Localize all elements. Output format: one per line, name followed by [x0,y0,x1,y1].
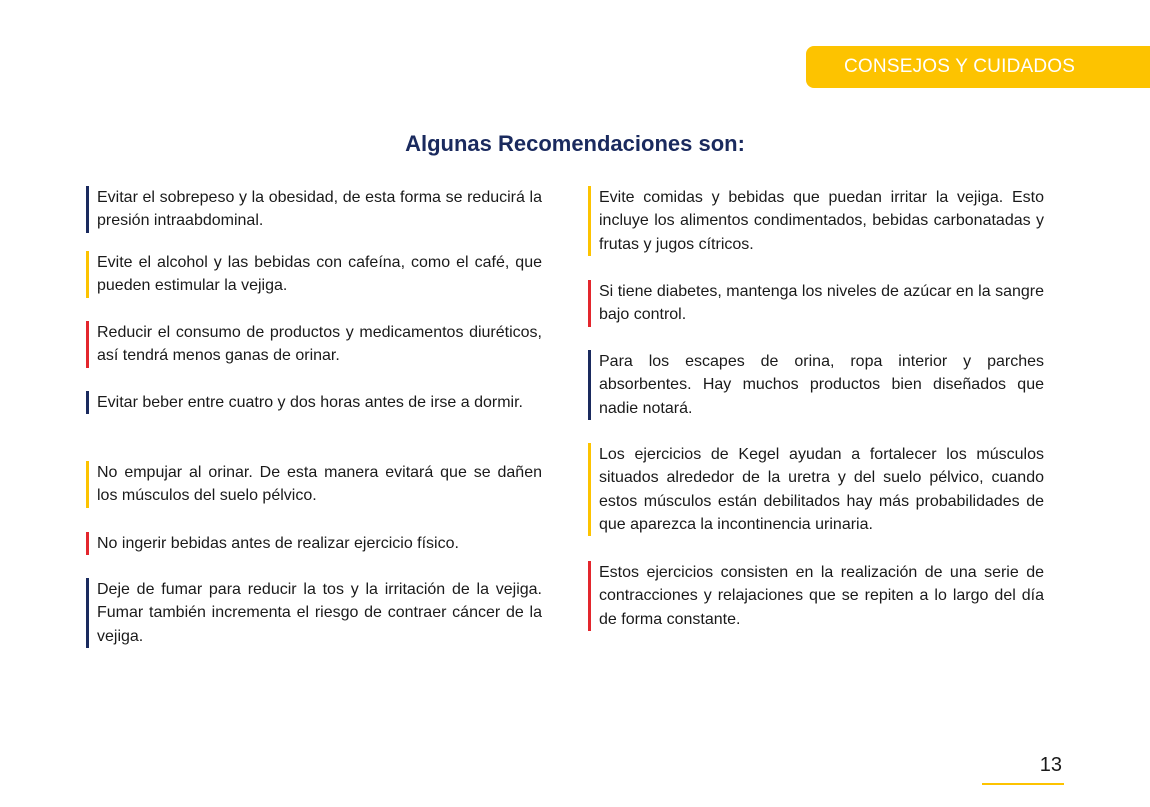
page-number: 13 [1039,754,1062,776]
recommendation-item: No empujar al orinar. De esta manera evitará que se dañen los músculos del suelo pélvico. [86,461,542,508]
recommendation-item: Evite el alcohol y las bebidas con cafeína, como el café, que pueden estimular la vejiga. [86,251,542,298]
recommendation-item: Reducir el consumo de productos y medicamentos diuréticos, así tendrá menos ganas de orinar. [86,321,542,368]
recommendation-item: Deje de fumar para reducir la tos y la irritación de la vejiga. Fumar también incrementa el riesgo de contraer cáncer de la vejiga. [86,578,542,648]
section-header-label: CONSEJOS Y CUIDADOS [844,56,1076,77]
recommendation-item: Los ejercicios de Kegel ayudan a fortalecer los músculos situados alrededor de la uretra y del suelo pélvico, cuando estos músculos están debilitados hay más probabilidades de que aparezca la incontinencia urinaria. [588,443,1044,536]
recommendation-item: Si tiene diabetes, mantenga los niveles de azúcar en la sangre bajo control. [588,280,1044,327]
section-header-tab [806,46,1150,88]
recommendation-item: Evite comidas y bebidas que puedan irritar la vejiga. Esto incluye los alimentos condimentados, bebidas carbonatadas y frutas y jugos cítricos. [588,186,1044,256]
recommendation-item: Evitar beber entre cuatro y dos horas antes de irse a dormir. [86,391,542,414]
page-title: Algunas Recomendaciones son: [405,131,745,156]
recommendation-item: Evitar el sobrepeso y la obesidad, de esta forma se reducirá la presión intraabdominal. [86,186,542,233]
recommendation-item: Para los escapes de orina, ropa interior y parches absorbentes. Hay muchos productos bien diseñados que nadie notará. [588,350,1044,420]
page-number-underline [982,783,1064,785]
recommendation-item: Estos ejercicios consisten en la realización de una serie de contracciones y relajaciones que se repiten a lo largo del día de forma constante. [588,561,1044,631]
recommendation-item: No ingerir bebidas antes de realizar ejercicio físico. [86,532,542,555]
